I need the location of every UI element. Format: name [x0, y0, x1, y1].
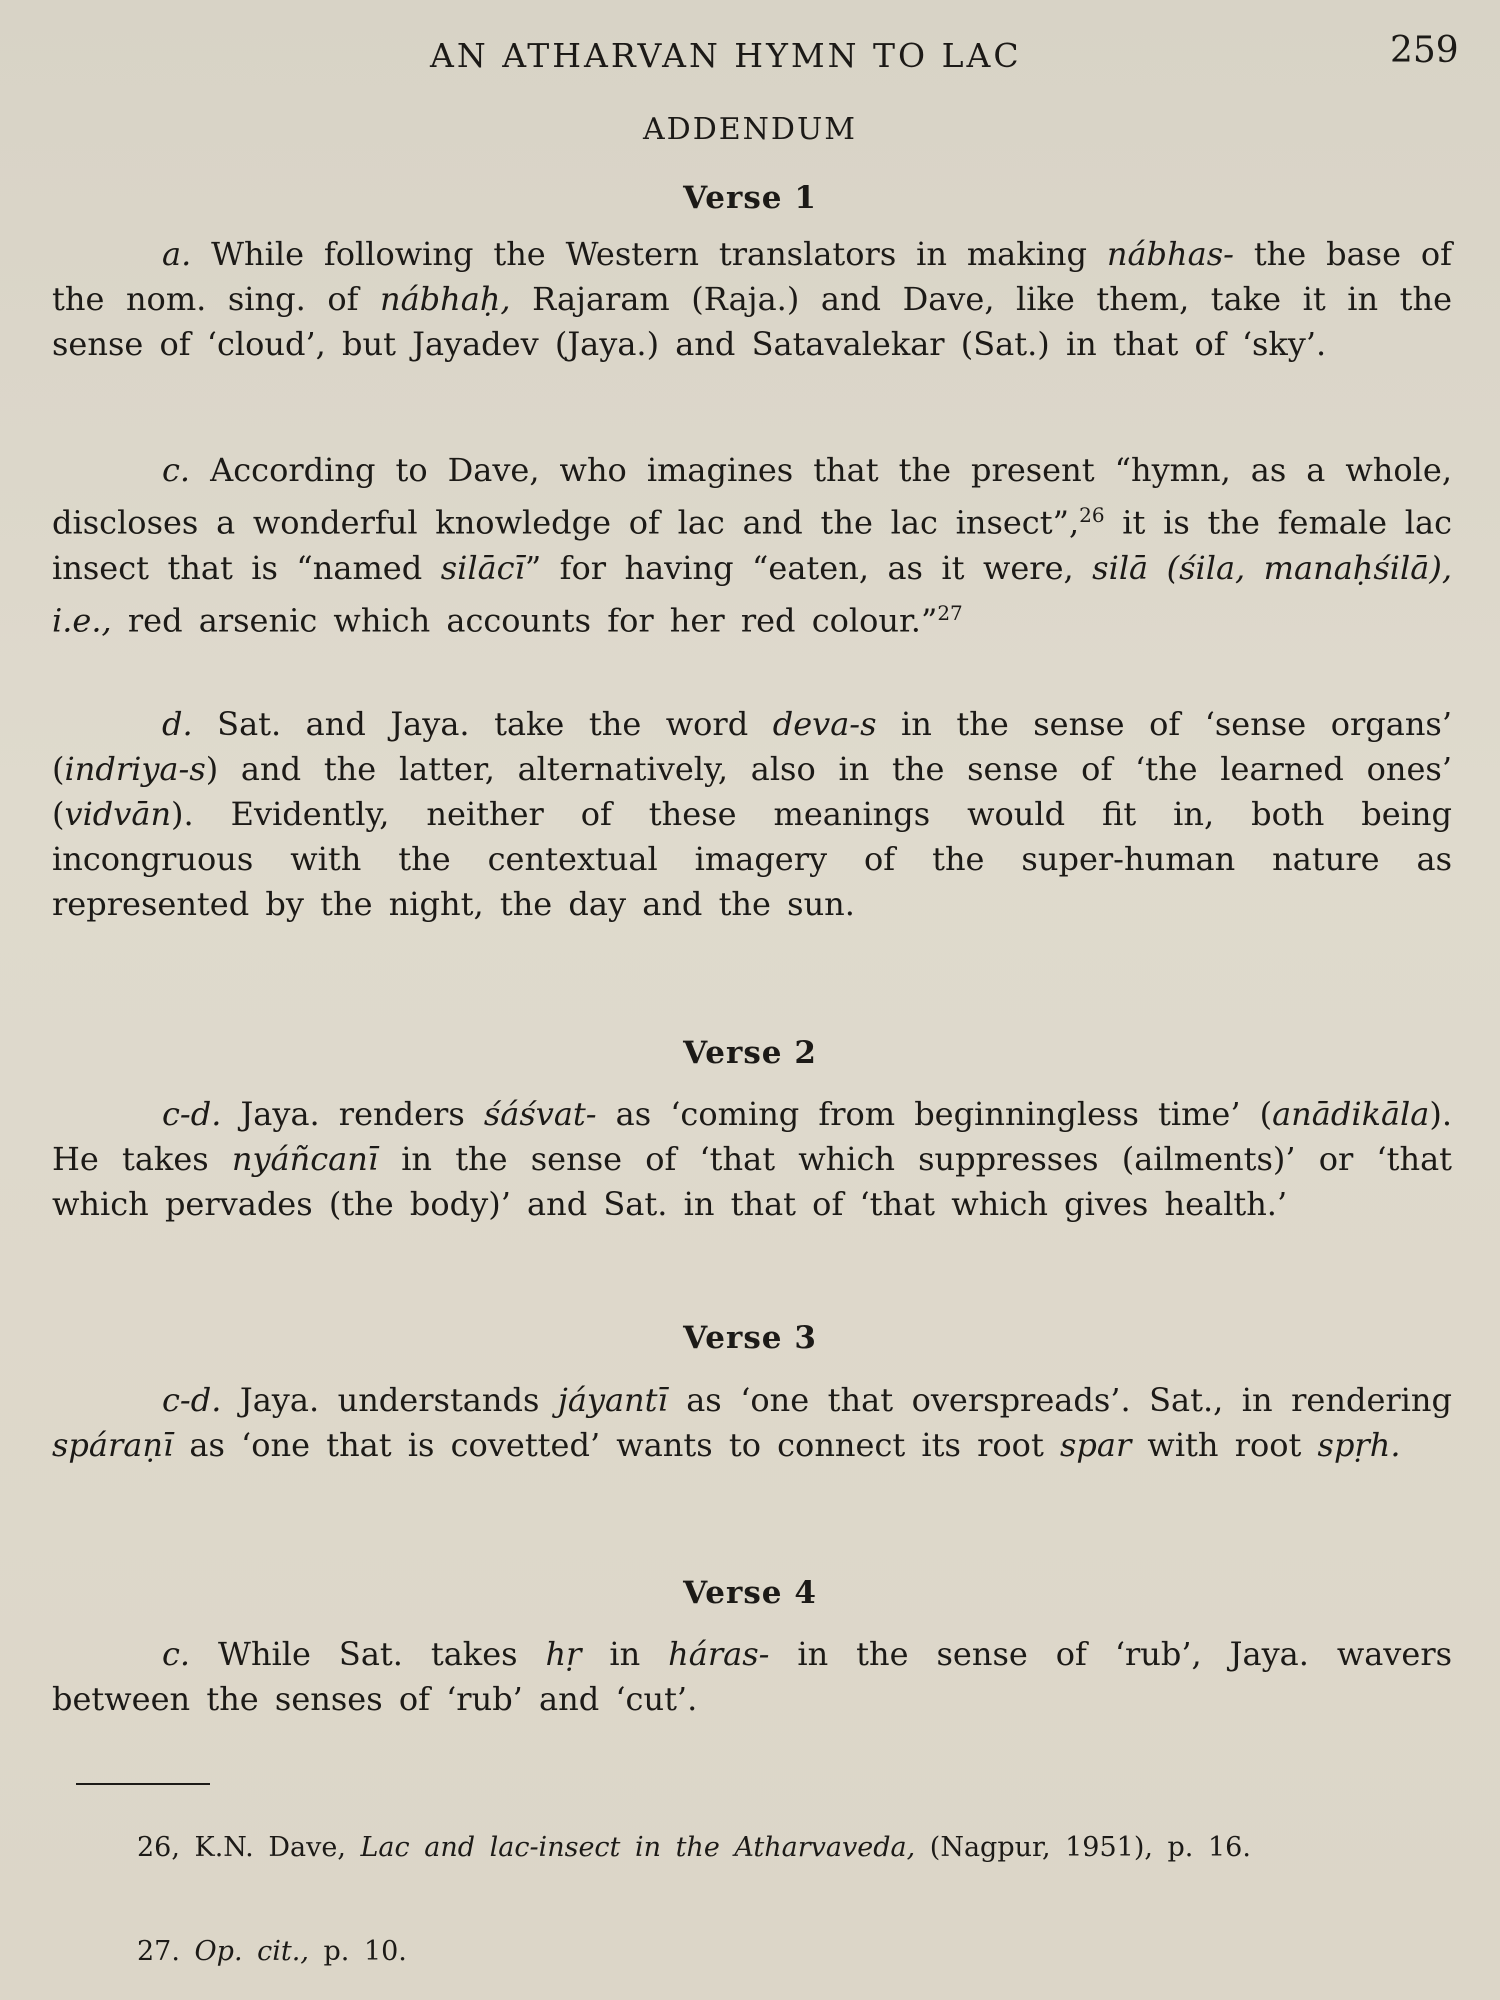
paragraph-label: c. [162, 451, 191, 489]
paragraph-label: c-d. [162, 1381, 222, 1419]
paragraph-text: as ‘one that is covetted’ wants to connect its root [173, 1426, 1060, 1464]
paragraph-text: Sat. and Jaya. take the word [217, 705, 773, 743]
paragraph-text: According to Dave, who imagines that the present “hymn, as a whole, discloses a wonderful knowledge of lac and the lac insect”, [52, 451, 1453, 542]
sanskrit-term: indriya-s [64, 750, 206, 788]
paragraph-text: red arsenic which accounts for her red colour.” [111, 601, 938, 640]
sanskrit-term: spáraṇī [52, 1426, 174, 1464]
verse-4-heading: Verse 4 [683, 1575, 817, 1611]
paragraph-text: the base of the nom. sing. of [52, 235, 1453, 318]
footnote-number: 26, [137, 1832, 180, 1863]
footnote-title: Op. cit., [194, 1936, 309, 1967]
sanskrit-term: spar [1059, 1426, 1132, 1464]
paragraph-text: as ‘coming from beginningless time’ ( [596, 1095, 1273, 1133]
footnote-text: (Nagpur, 1951), p. 16. [915, 1832, 1251, 1863]
paragraph-text: in the sense of ‘sense organs’ ( [52, 705, 1453, 788]
addendum-title: ADDENDUM [643, 112, 857, 147]
footnote-text: K.N. Dave, [179, 1832, 361, 1863]
footnote-rule [76, 1783, 210, 1785]
verse-3-paragraph-cd [52, 1378, 1452, 1468]
sanskrit-term: anādikāla [1272, 1095, 1430, 1133]
footnote-text: p. 10. [308, 1936, 407, 1967]
paragraph-text: Jaya. renders [240, 1095, 484, 1133]
sanskrit-term: vidvān [64, 795, 172, 833]
footnote-text [180, 1936, 195, 1967]
running-head [0, 30, 1500, 80]
sanskrit-term: nábhas- [1106, 235, 1234, 273]
footnote-ref-26: 26 [1079, 503, 1105, 527]
paragraph-text: with root [1131, 1426, 1318, 1464]
verse-2-paragraph-cd [52, 1092, 1452, 1227]
paragraph-text: as ‘one that overspreads’. Sat., in rendering [667, 1381, 1453, 1419]
paragraph-text: it is the female lac insect that is “named [52, 503, 1452, 587]
footnote-title: Lac and lac-insect in the Atharvaveda, [360, 1832, 916, 1863]
verse-1-paragraph-a [52, 232, 1452, 367]
paragraph-label: c-d. [162, 1095, 222, 1133]
paragraph-text: ) and the latter, alternatively, also in the sense of ‘the learned ones’ ( [52, 750, 1452, 833]
paragraph-label: a. [162, 235, 192, 273]
paragraph-label: c. [162, 1635, 191, 1673]
sanskrit-term: silācī [440, 548, 525, 587]
paragraph-text: While following the Western translators in making [211, 235, 1107, 273]
paragraph-text: in [581, 1635, 669, 1673]
verse-4-paragraph-c [52, 1632, 1452, 1722]
verse-2-heading: Verse 2 [683, 1035, 817, 1071]
verse-1-paragraph-c [52, 448, 1452, 643]
paragraph-text: in the sense of ‘rub’, Jaya. wavers between the senses of ‘rub’ and ‘cut’. [52, 1635, 1453, 1718]
sanskrit-term: háras- [668, 1635, 770, 1673]
footnote-number: 27. [137, 1936, 180, 1967]
paragraph-text: Rajaram (Raja.) and Dave, like them, take it in the sense of ‘cloud’, but Jayadev (Jaya.) and Satavalekar (Sat.) in that of ‘sky’. [52, 280, 1452, 363]
footnote-26 [75, 1826, 1455, 1870]
footnote-27 [75, 1930, 1455, 1974]
sanskrit-term: jáyantī [557, 1381, 668, 1419]
paragraph-text: While Sat. takes [218, 1635, 546, 1673]
sanskrit-term: silā (śila, manaḥśilā), i.e., [52, 548, 1453, 640]
sanskrit-term: śáśvat- [483, 1095, 597, 1133]
footnote-ref-27: 27 [937, 600, 963, 625]
running-title: AN ATHARVAN HYMN TO LAC [430, 36, 1022, 75]
page-number: 259 [1390, 30, 1459, 71]
paragraph-text: Jaya. understands [239, 1381, 558, 1419]
paragraph-text: in the sense of ‘that which suppresses (ailments)’ or ‘that which pervades (the body)’ and Sat. in that of ‘that which gives health.’ [52, 1140, 1452, 1223]
sanskrit-term: deva-s [772, 705, 877, 743]
verse-1-heading: Verse 1 [683, 180, 817, 216]
paragraph-text: ). Evidently, neither of these meanings would fit in, both being incongruous with the centextual imagery of the super-human nature as represented by the night, the day and the sun. [52, 795, 1452, 923]
sanskrit-term: hṛ [545, 1635, 582, 1673]
paragraph-label: d. [162, 705, 193, 743]
paragraph-text: ” for having “eaten, as it were, [524, 548, 1093, 587]
paragraph-text: ). He takes [52, 1095, 1452, 1178]
verse-1-paragraph-d [52, 702, 1452, 927]
sanskrit-term: spṛh. [1317, 1426, 1401, 1464]
sanskrit-term: nábhaḥ, [379, 280, 511, 318]
verse-3-heading: Verse 3 [683, 1320, 817, 1356]
sanskrit-term: nyáñcanī [231, 1140, 379, 1178]
